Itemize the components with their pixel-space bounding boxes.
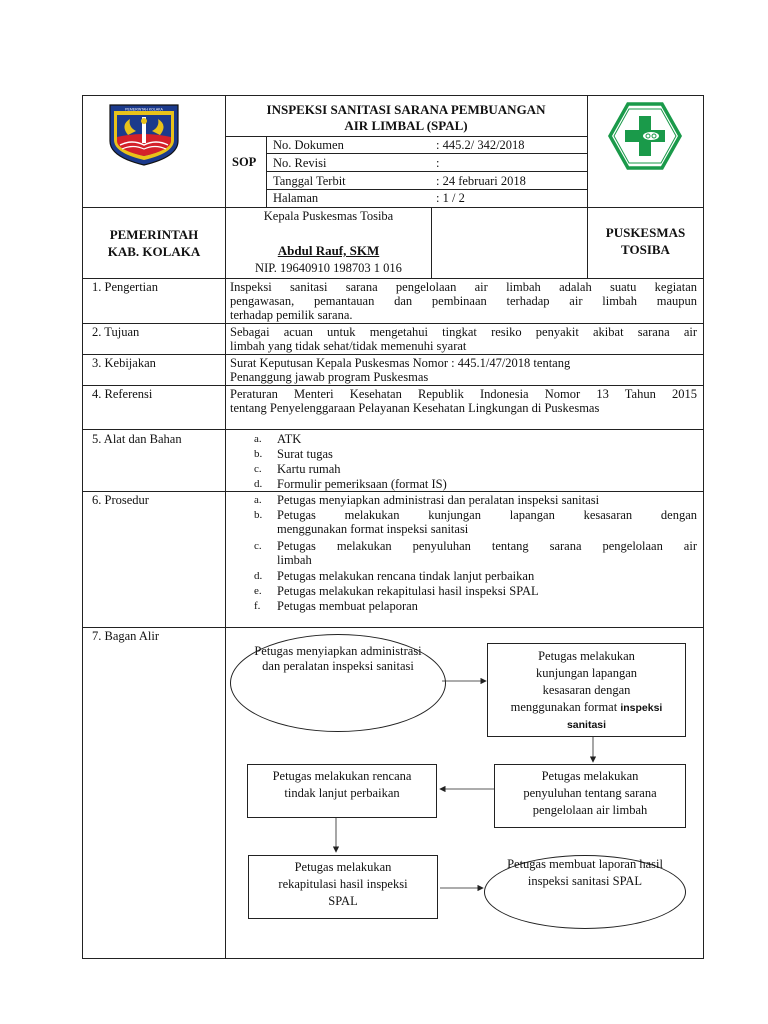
section-label-kebijakan: 3. Kebijakan bbox=[92, 356, 156, 370]
list-marker: d. bbox=[254, 570, 263, 582]
document-title-line1: INSPEKSI SANITASI SARANA PEMBUANGAN bbox=[266, 102, 546, 117]
doc-row-label-halaman: Halaman bbox=[273, 191, 319, 205]
list-marker: d. bbox=[254, 478, 263, 490]
list-item: Petugas melakukan kunjungan lapangan kesasaran dengan bbox=[277, 508, 697, 522]
list-item-continued: menggunakan format inspeksi sanitasi bbox=[277, 522, 469, 536]
flow-step-3-text: penyuluhan tentang sarana bbox=[523, 786, 657, 800]
section-label-pengertian: 1. Pengertian bbox=[92, 280, 158, 294]
section-label-referensi: 4. Referensi bbox=[92, 387, 153, 401]
list-marker: a. bbox=[254, 433, 262, 445]
flow-step-5-text: rekapitulasi hasil inspeksi bbox=[278, 877, 408, 891]
flow-step-4-text: tindak lanjut perbaikan bbox=[284, 786, 400, 800]
signer-nip: NIP. 19640910 198703 1 016 bbox=[255, 261, 402, 275]
section-label-tujuan: 2. Tujuan bbox=[92, 325, 140, 339]
list-marker: e. bbox=[254, 585, 262, 597]
doc-row-value-revisi: : bbox=[436, 156, 440, 170]
doc-row-value-nomor: : 445.2/ 342/2018 bbox=[436, 138, 525, 152]
sop-label: SOP bbox=[232, 155, 257, 169]
list-item: Kartu rumah bbox=[277, 462, 341, 476]
flow-step-3-text: pengelolaan air limbah bbox=[532, 803, 648, 817]
flow-step-6-text: inspeksi sanitasi SPAL bbox=[527, 874, 643, 888]
list-item: Formulir pemeriksaan (format IS) bbox=[277, 477, 447, 491]
list-marker: f. bbox=[254, 600, 261, 612]
flow-step-2-text-bold: sanitasi bbox=[566, 719, 607, 731]
pengertian-text: terhadap pemilik sarana. bbox=[230, 308, 353, 322]
doc-row-value-halaman: : 1 / 2 bbox=[436, 191, 465, 205]
flow-step-2-text-bold: inspeksi bbox=[620, 702, 663, 714]
list-item: Petugas melakukan rencana tindak lanjut perbaikan bbox=[277, 569, 535, 583]
doc-row-value-tanggal: : 24 februari 2018 bbox=[436, 174, 526, 188]
flow-step-2-text: Petugas melakukan bbox=[538, 649, 635, 663]
tujuan-text: limbah yang tidak sehat/tidak memenuhi syarat bbox=[230, 339, 467, 353]
right-org-line2: TOSIBA bbox=[621, 242, 670, 257]
seal-text: PEMERINTAH KOLAKA bbox=[125, 107, 163, 112]
list-item: Petugas membuat pelaporan bbox=[277, 599, 418, 613]
signer-name: Abdul Rauf, SKM bbox=[277, 243, 380, 258]
list-item: Petugas melakukan penyuluhan tentang sarana pengelolaan air bbox=[277, 539, 697, 553]
flow-step-1-text: Petugas menyiapkan administrasi bbox=[254, 644, 422, 658]
flow-step-2-text: menggunakan format bbox=[510, 700, 621, 714]
signer-title: Kepala Puskesmas Tosiba bbox=[263, 209, 394, 223]
list-item: Petugas menyiapkan administrasi dan peralatan inspeksi sanitasi bbox=[277, 493, 600, 507]
flow-step-5-text: Petugas melakukan bbox=[294, 860, 392, 874]
referensi-text: tentang Penyelenggaraan Pelayanan Kesehatan Lingkungan di Puskesmas bbox=[230, 401, 600, 415]
list-marker: b. bbox=[254, 448, 263, 460]
flow-step-1-text: dan peralatan inspeksi sanitasi bbox=[262, 659, 414, 673]
flow-step-5-text: SPAL bbox=[328, 894, 358, 908]
list-item: Petugas melakukan rekapitulasi hasil inspeksi SPAL bbox=[277, 584, 539, 598]
tujuan-text: Sebagai acuan untuk mengetahui tingkat resiko penyakit akibat sarana air bbox=[230, 325, 697, 339]
list-marker: c. bbox=[254, 540, 262, 552]
document-title-line2: AIR LIMBAL (SPAL) bbox=[344, 118, 468, 133]
flow-step-6-text: Petugas membuat laporan hasil bbox=[507, 857, 663, 871]
section-label-bagan: 7. Bagan Alir bbox=[92, 629, 160, 643]
left-org-line2: KAB. KOLAKA bbox=[107, 244, 201, 259]
doc-row-label-revisi: No. Revisi bbox=[273, 156, 327, 170]
list-item: Surat tugas bbox=[277, 447, 333, 461]
flow-step-4-text: Petugas melakukan rencana bbox=[272, 769, 412, 783]
flow-step-2-text-line4 bbox=[487, 700, 686, 716]
list-marker: c. bbox=[254, 463, 262, 475]
list-item-continued: limbah bbox=[277, 553, 312, 567]
list-item: ATK bbox=[277, 432, 302, 446]
right-org-line1: PUSKESMAS bbox=[605, 225, 686, 240]
pengertian-text: pengawasan, pemantauan dan pembinaan terhadap air limbah maupun bbox=[230, 294, 697, 308]
flow-step-2-text: kunjungan lapangan bbox=[535, 666, 637, 680]
flow-step-2-text: kesasaran dengan bbox=[542, 683, 631, 697]
list-marker: a. bbox=[254, 494, 262, 506]
doc-row-label-nomor: No. Dokumen bbox=[273, 138, 344, 152]
flow-step-3-text: Petugas melakukan bbox=[541, 769, 639, 783]
doc-row-label-tanggal: Tanggal Terbit bbox=[273, 174, 346, 188]
left-org-line1: PEMERINTAH bbox=[109, 227, 199, 242]
kebijakan-text: Surat Keputusan Kepala Puskesmas Nomor : 445.1/47/2018 tentang bbox=[230, 356, 571, 370]
list-marker: b. bbox=[254, 509, 263, 521]
section-label-alat: 5. Alat dan Bahan bbox=[92, 432, 182, 446]
section-label-prosedur: 6. Prosedur bbox=[92, 493, 149, 507]
pengertian-text: Inspeksi sanitasi sarana pengelolaan air limbah adalah suatu kegiatan bbox=[230, 280, 697, 294]
referensi-text: Peraturan Menteri Kesehatan Republik Indonesia Nomor 13 Tahun 2015 bbox=[230, 387, 697, 401]
kebijakan-text: Penanggung jawab program Puskesmas bbox=[230, 370, 429, 384]
